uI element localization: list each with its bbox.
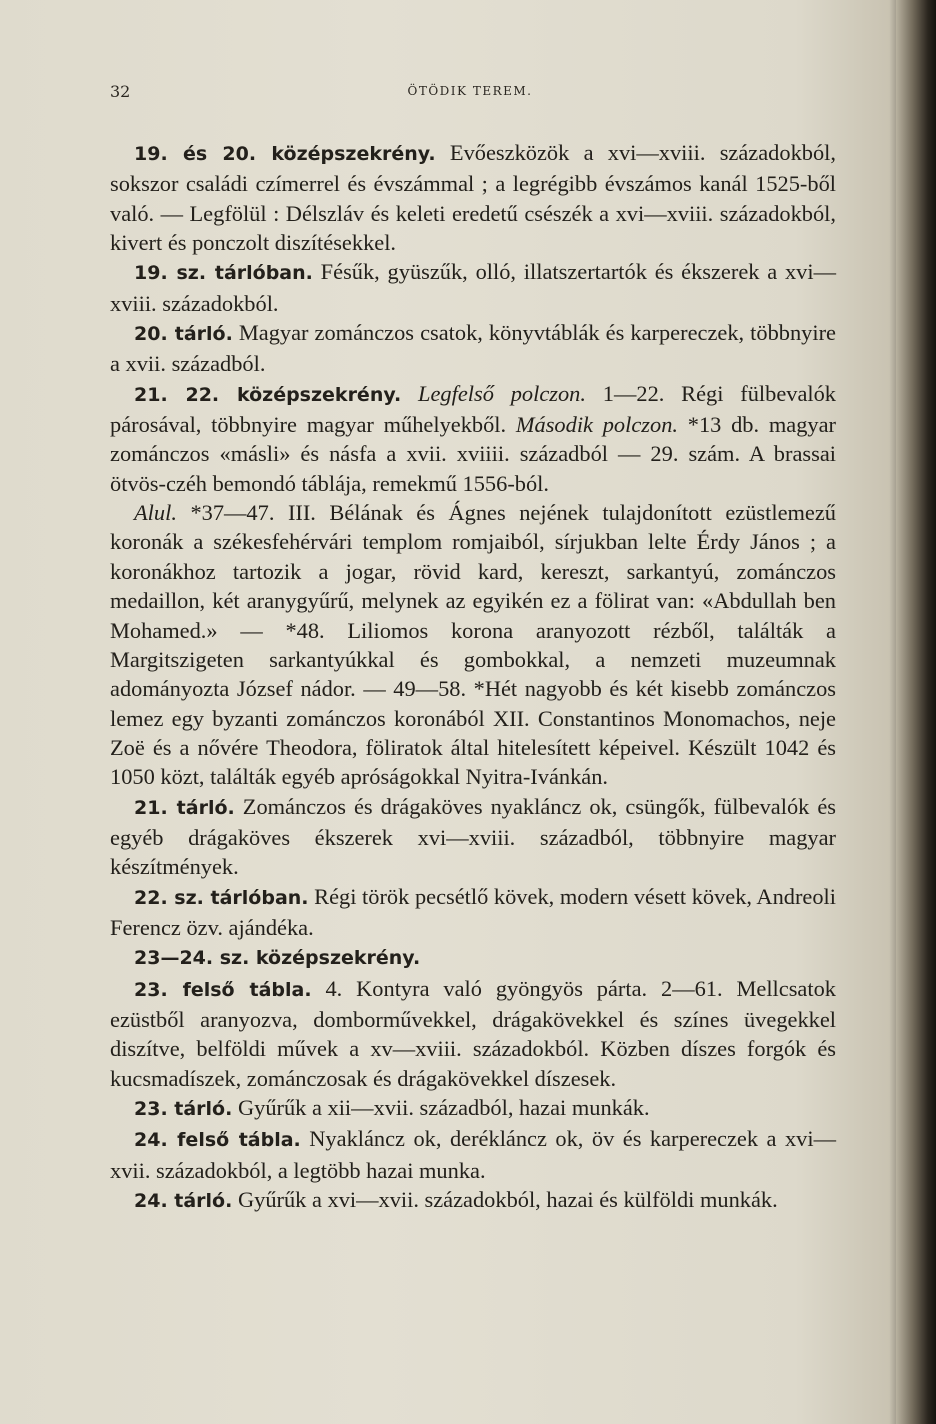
running-head: ÖTÖDIK TEREM. (407, 84, 533, 98)
entry-21-tarlo (110, 792, 836, 882)
entry-heading: 19. sz. tárlóban. (134, 262, 313, 285)
entry-heading: 22. sz. tárlóban. (134, 886, 309, 909)
page-header (110, 82, 830, 106)
entry-19-tarlo (110, 257, 836, 318)
entry-text: Fésűk, gyüszűk, olló, illatszertartók és ékszerek a xvi—xviii. századokból. (110, 259, 836, 316)
entry-text: Magyar zománczos csatok, könyvtáblák és karpereczek, többnyire a xvii. századból. (110, 320, 836, 377)
entry-heading: 23—24. sz. középszekrény. (134, 947, 421, 970)
entry-heading: 24. tárló. (134, 1190, 233, 1213)
entry-text: 1—22. Régi fülbevalók párosával, többnyire magyar műhelyekből. (110, 380, 836, 438)
entry-text: *13 db. magyar zománczos «másli» és násfa a xvii. xviiii. századból — 29. szám. A brassai ötvös-czéh bemondó táblája, remekmű 1556-ból. (110, 412, 836, 496)
entry-text: Gyűrűk a xii—xvii. századból, hazai munkák. (237, 1095, 650, 1120)
shelf-label-second: Második polczon. (515, 412, 678, 438)
entry-20-tarlo (110, 318, 836, 379)
entry-heading: 21. 22. középszekrény. (134, 383, 402, 406)
entry-text: Zománczos és drágaköves nyakláncz ok, csüngők, fülbevalók és egyéb drágaköves ékszerek xvi—xviii. századból, többnyire magyar készítmények. (110, 793, 836, 880)
entry-23-tarlo (110, 1093, 836, 1124)
entry-heading: 24. felső tábla. (134, 1129, 301, 1152)
entry-heading: 21. tárló. (134, 796, 235, 819)
page-number: 32 (110, 82, 131, 101)
entry-text: Régi török pecsétlő kövek, modern vésett kövek, Andreoli Ferencz özv. ajándéka. (110, 883, 836, 940)
shelf-label-top: Legfelső polczon. (418, 380, 586, 406)
entry-24-tarlo (110, 1185, 836, 1216)
entry-21-22 (110, 379, 836, 498)
entry-heading: 23. tárló. (134, 1098, 233, 1120)
entry-heading: 20. tárló. (134, 323, 233, 346)
entry-text: *37—47. III. Bélának és Ágnes nejének tulajdonított ezüstlemezű koronák a székesfehérvári templom romjaiból, sírjukban lelte Érdy János ; a koronákhoz tartozik a jogar, rövid kard, kereszt, sarkantyú, zománczos medaillon, két aranygyűrű, melynek az egyikén ez a fölirat van: «Abdullah ben Mohamed.» — *48. Liliomos korona aranyozott rézből, találták a Margitszigeten sarkantyúkkal és gombokkal, a nemzeti muzeumnak adományozta József nádor. — 49—58. *Hét nagyobb és két kisebb zománczos lemez egy byzanti zománczos koronából XII. Constantinos Monomachos, neje Zoë és a nővére Theodora, föliratok által hitelesített képeivel. Készült 1042 és 1050 közt, találták egyéb apróságokkal Nyitra-Ivánkán. (110, 500, 836, 790)
entry-23-felso (110, 974, 836, 1093)
entry-21-22-alul (110, 498, 836, 791)
entry-heading: 19. és 20. középszekrény. (134, 143, 436, 165)
shelf-label-bottom: Alul. (134, 500, 177, 526)
entry-heading: 23. felső tábla. (134, 978, 312, 1001)
entry-text: Gyűrűk a xvi—xvii. századokból, hazai és külföldi munkák. (237, 1187, 778, 1213)
entry-23-24 (110, 942, 836, 973)
entry-19-20 (110, 138, 836, 257)
entry-text: Evőeszközök a xvi—xviii. századokból, sokszor családi czímerrel és évszámmal ; a legrégibb évszámos kanál 1525-ből való. — Legfölül : Délszláv és keleti eredetű csészék a xvi—xviii. századokból, kivert és ponczolt diszítésekkel. (110, 140, 836, 256)
body-text (110, 138, 836, 1216)
book-binding-edge (896, 0, 936, 1424)
entry-24-felso (110, 1124, 836, 1185)
entry-text: Nyakláncz ok, derékláncz ok, öv és karpereczek a xvi—xvii. századokból, a legtöbb hazai munka. (110, 1126, 836, 1183)
entry-22-tarlo (110, 882, 836, 943)
entry-text: 4. Kontyra való gyöngyös párta. 2—61. Mellcsatok ezüstből aranyozva, domborművekkel, drágakövekkel és színes üvegekkel diszítve, belföldi művek a xv—xviii. századokból. Közben díszes forgók és kucsmadíszek, zománczosak és drágakövekkel díszesek. (110, 975, 836, 1091)
